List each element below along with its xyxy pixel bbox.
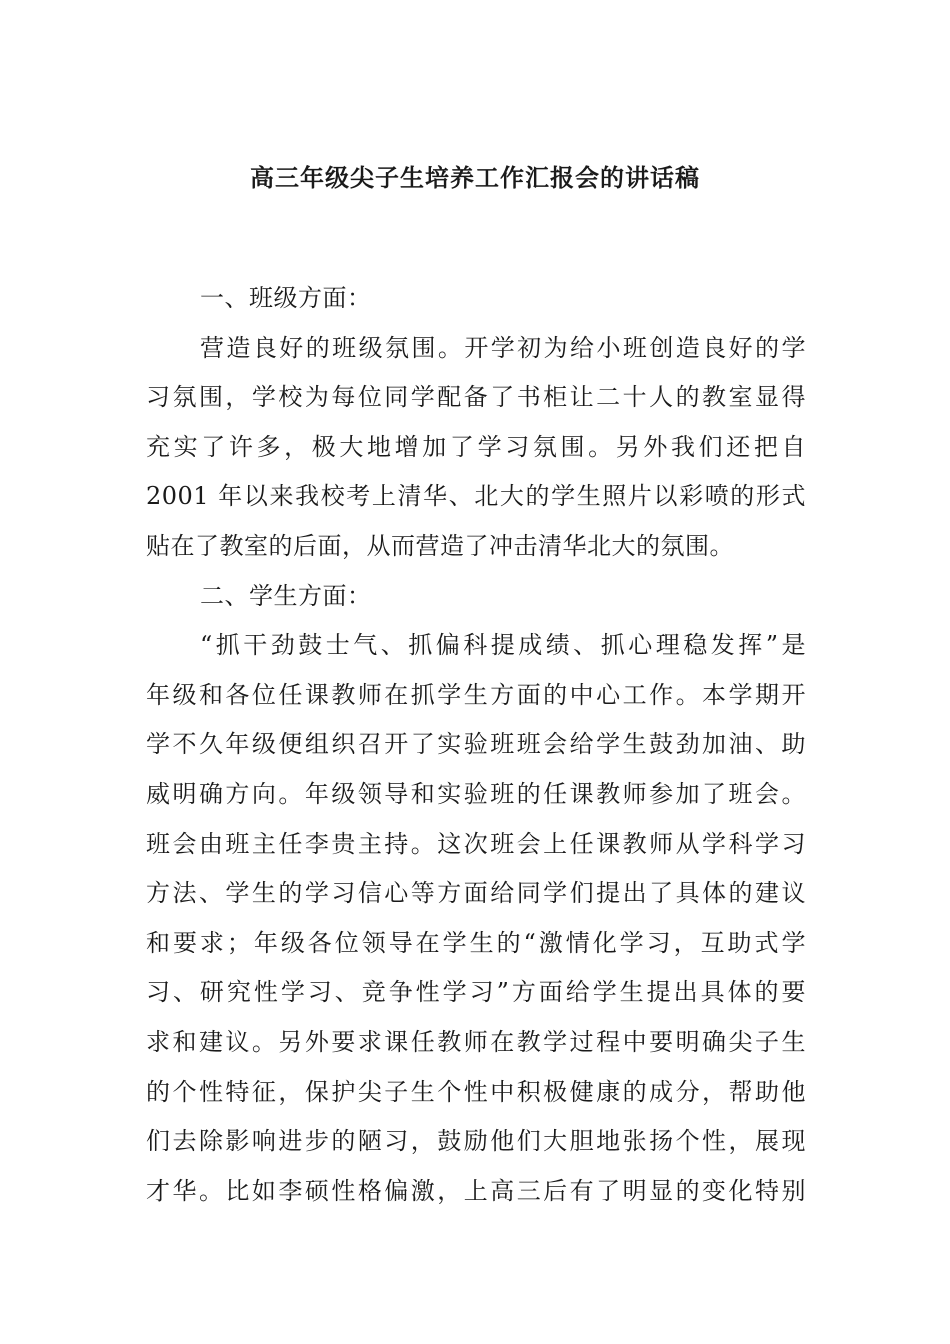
paragraph-line: 营造良好的班级氛围。开学初为给小班创造良好的学 (200, 333, 806, 362)
paragraph-line: 的个性特征，保护尖子生个性中积极健康的成分，帮助他 (146, 1077, 806, 1106)
paragraph-line: “抓干劲鼓士气、抓偏科提成绩、抓心理稳发挥”是 (200, 631, 806, 660)
paragraph-line: 和要求；年级各位领导在学生的“激情化学习，互助式学 (146, 928, 806, 957)
paragraph-line: 习、研究性学习、竞争性学习”方面给学生提出具体的要 (146, 978, 806, 1007)
paragraph-line: 班会由班主任李贵主持。这次班会上任课教师从学科学习 (146, 829, 806, 858)
paragraph-line: 年级和各位任课教师在抓学生方面的中心工作。本学期开 (146, 680, 806, 709)
paragraph-line: 学不久年级便组织召开了实验班班会给学生鼓劲加油、助 (146, 730, 806, 759)
paragraph-line: 充实了许多，极大地增加了学习氛围。另外我们还把自 (146, 432, 806, 461)
section-heading-students: 二、学生方面： (200, 581, 372, 610)
document-body (146, 274, 806, 1216)
paragraph-line: 威明确方向。年级领导和实验班的任课教师参加了班会。 (146, 779, 806, 808)
section-heading-class: 一、班级方面： (200, 284, 372, 312)
paragraph-line: 2001 年以来我校考上清华、北大的学生照片以彩喷的形式 (146, 482, 806, 511)
paragraph-line: 才华。比如李硕性格偏激，上高三后有了明显的变化特别 (146, 1176, 806, 1205)
paragraph-line: 习氛围，学校为每位同学配备了书柜让二十人的教室显得 (146, 383, 806, 412)
document-title: 高三年级尖子生培养工作汇报会的讲话稿 (250, 163, 700, 192)
paragraph-line: 们去除影响进步的陋习，鼓励他们大胆地张扬个性，展现 (146, 1127, 806, 1156)
paragraph-line: 方法、学生的学习信心等方面给同学们提出了具体的建议 (146, 879, 806, 908)
paragraph-line: 贴在了教室的后面，从而营造了冲击清华北大的氛围。 (146, 531, 734, 560)
paragraph-line: 求和建议。另外要求课任教师在教学过程中要明确尖子生 (146, 1027, 806, 1056)
